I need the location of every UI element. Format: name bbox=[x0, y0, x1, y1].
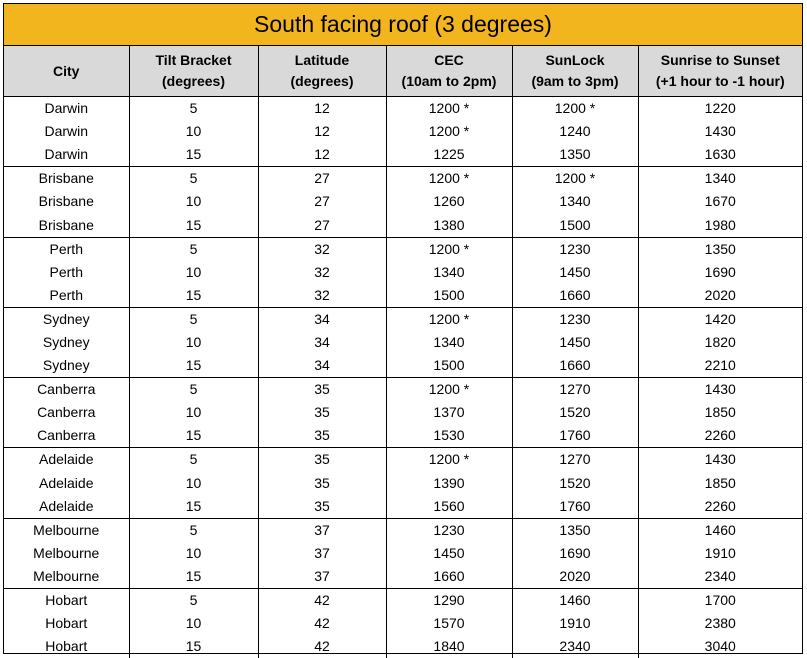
cell-tilt-bracket: 10 bbox=[129, 401, 258, 424]
cell-tilt-bracket: 15 bbox=[129, 284, 258, 308]
cell-sunrise-to-sunset: 1430 bbox=[638, 448, 802, 472]
table-row bbox=[4, 213, 802, 237]
cell-latitude: 12 bbox=[258, 120, 386, 143]
cell-sunrise-to-sunset: 1420 bbox=[638, 307, 802, 331]
cell-latitude: 37 bbox=[258, 542, 386, 565]
cell-sunlock: 1270 bbox=[512, 378, 638, 402]
cell-sunlock: 1450 bbox=[512, 261, 638, 284]
cell-tilt-bracket: 10 bbox=[129, 612, 258, 635]
header-sunlock: SunLock (9am to 3pm) bbox=[512, 46, 638, 97]
cell-sunlock: 2340 bbox=[512, 635, 638, 658]
table-row bbox=[4, 635, 802, 658]
cell-cec: 1200 * bbox=[386, 97, 512, 121]
table-row bbox=[4, 167, 802, 191]
cell-tilt-bracket: 10 bbox=[129, 542, 258, 565]
cell-cec: 1230 bbox=[386, 518, 512, 542]
cell-tilt-bracket: 5 bbox=[129, 237, 258, 261]
cell-city: Canberra bbox=[37, 404, 96, 421]
cell-cec: 1200 * bbox=[386, 120, 512, 143]
cell-tilt-bracket: 15 bbox=[129, 495, 258, 519]
table-row bbox=[4, 378, 802, 402]
cell-tilt-bracket: 15 bbox=[129, 354, 258, 378]
cell-sunlock: 1520 bbox=[512, 401, 638, 424]
cell-sunrise-to-sunset: 2210 bbox=[638, 354, 802, 378]
cell-city: Darwin bbox=[44, 100, 89, 117]
cell-city: Canberra bbox=[37, 381, 96, 398]
cell-cec: 1200 * bbox=[386, 237, 512, 261]
cell-sunrise-to-sunset: 1630 bbox=[638, 143, 802, 167]
cell-sunlock: 1230 bbox=[512, 307, 638, 331]
cell-tilt-bracket: 5 bbox=[129, 448, 258, 472]
cell-sunlock: 1200 * bbox=[512, 167, 638, 191]
cell-tilt-bracket: 10 bbox=[129, 261, 258, 284]
cell-latitude: 42 bbox=[258, 588, 386, 612]
table-row bbox=[4, 424, 802, 448]
cell-sunrise-to-sunset: 1910 bbox=[638, 542, 802, 565]
cell-city: Melbourne bbox=[33, 544, 100, 561]
cell-city: Perth bbox=[49, 263, 83, 280]
cell-cec: 1200 * bbox=[386, 167, 512, 191]
table-row bbox=[4, 261, 802, 284]
cell-sunrise-to-sunset: 1460 bbox=[638, 518, 802, 542]
cell-latitude: 12 bbox=[258, 97, 386, 121]
cell-city: Melbourne bbox=[33, 521, 100, 538]
cell-sunrise-to-sunset: 1430 bbox=[638, 378, 802, 402]
cell-sunlock: 1460 bbox=[512, 588, 638, 612]
cell-sunrise-to-sunset: 2020 bbox=[638, 284, 802, 308]
cell-latitude: 42 bbox=[258, 612, 386, 635]
spreadsheet-table bbox=[3, 3, 803, 654]
cell-tilt-bracket: 15 bbox=[129, 635, 258, 658]
cell-sunlock: 1350 bbox=[512, 143, 638, 167]
cell-sunlock: 1270 bbox=[512, 448, 638, 472]
cell-city: Sydney bbox=[42, 333, 90, 350]
cell-cec: 1660 bbox=[386, 565, 512, 589]
table-row bbox=[4, 495, 802, 519]
cell-cec: 1340 bbox=[386, 331, 512, 354]
cell-city: Adelaide bbox=[39, 474, 94, 491]
cell-tilt-bracket: 5 bbox=[129, 307, 258, 331]
cell-cec: 1450 bbox=[386, 542, 512, 565]
cell-cec: 1200 * bbox=[386, 378, 512, 402]
table-row bbox=[4, 284, 802, 308]
cell-cec: 1500 bbox=[386, 354, 512, 378]
cell-cec: 1570 bbox=[386, 612, 512, 635]
table-row bbox=[4, 588, 802, 612]
cell-tilt-bracket: 5 bbox=[129, 97, 258, 121]
cell-sunrise-to-sunset: 2260 bbox=[638, 495, 802, 519]
cell-latitude: 27 bbox=[258, 190, 386, 213]
cell-sunlock: 1230 bbox=[512, 237, 638, 261]
cell-sunrise-to-sunset: 1820 bbox=[638, 331, 802, 354]
cell-city: Sydney bbox=[4, 354, 129, 378]
cell-sunrise-to-sunset: 1850 bbox=[638, 472, 802, 495]
cell-sunlock: 1240 bbox=[512, 120, 638, 143]
cell-sunrise-to-sunset: 1700 bbox=[638, 588, 802, 612]
cell-city: Adelaide bbox=[4, 495, 129, 519]
table-row bbox=[4, 612, 802, 635]
cell-sunrise-to-sunset: 1430 bbox=[638, 120, 802, 143]
table-row bbox=[4, 120, 802, 143]
cell-city: Brisbane bbox=[4, 213, 129, 237]
cell-latitude: 34 bbox=[258, 307, 386, 331]
cell-sunrise-to-sunset: 2380 bbox=[638, 612, 802, 635]
cell-cec: 1200 * bbox=[386, 448, 512, 472]
table-row bbox=[4, 518, 802, 542]
cell-latitude: 32 bbox=[258, 237, 386, 261]
cell-tilt-bracket: 10 bbox=[129, 472, 258, 495]
cell-tilt-bracket: 5 bbox=[129, 378, 258, 402]
table-row bbox=[4, 307, 802, 331]
cell-tilt-bracket: 10 bbox=[129, 120, 258, 143]
cell-city: Darwin bbox=[44, 123, 89, 140]
cell-latitude: 37 bbox=[258, 565, 386, 589]
cell-city: Adelaide bbox=[39, 451, 94, 468]
cell-sunrise-to-sunset: 1850 bbox=[638, 401, 802, 424]
table-row bbox=[4, 472, 802, 495]
cell-latitude: 27 bbox=[258, 213, 386, 237]
cell-city: Hobart bbox=[45, 592, 88, 609]
cell-latitude: 12 bbox=[258, 143, 386, 167]
cell-city: Canberra bbox=[4, 424, 129, 448]
header-row bbox=[4, 46, 802, 97]
cell-cec: 1290 bbox=[386, 588, 512, 612]
cell-latitude: 34 bbox=[258, 331, 386, 354]
cell-cec: 1340 bbox=[386, 261, 512, 284]
cell-tilt-bracket: 15 bbox=[129, 143, 258, 167]
cell-latitude: 35 bbox=[258, 378, 386, 402]
cell-city: Brisbane bbox=[38, 193, 94, 210]
cell-city: Sydney bbox=[42, 310, 90, 327]
table-row bbox=[4, 97, 802, 121]
cell-city: Darwin bbox=[4, 143, 129, 167]
header-tilt-bracket: Tilt Bracket (degrees) bbox=[129, 46, 258, 97]
cell-sunlock: 1660 bbox=[512, 354, 638, 378]
cell-sunlock: 1760 bbox=[512, 495, 638, 519]
cell-tilt-bracket: 15 bbox=[129, 565, 258, 589]
cell-cec: 1530 bbox=[386, 424, 512, 448]
table-row bbox=[4, 354, 802, 378]
cell-city: Perth bbox=[4, 284, 129, 308]
cell-latitude: 35 bbox=[258, 401, 386, 424]
cell-city: Melbourne bbox=[4, 565, 129, 589]
cell-sunlock: 1760 bbox=[512, 424, 638, 448]
cell-city: Perth bbox=[49, 240, 83, 257]
cell-latitude: 42 bbox=[258, 635, 386, 658]
cell-tilt-bracket: 10 bbox=[129, 190, 258, 213]
cell-sunrise-to-sunset: 1220 bbox=[638, 97, 802, 121]
cell-sunrise-to-sunset: 1690 bbox=[638, 261, 802, 284]
cell-sunlock: 1910 bbox=[512, 612, 638, 635]
cell-cec: 1200 * bbox=[386, 307, 512, 331]
header-latitude: Latitude (degrees) bbox=[258, 46, 386, 97]
table-row bbox=[4, 143, 802, 167]
cell-sunrise-to-sunset: 1340 bbox=[638, 167, 802, 191]
cell-sunlock: 2020 bbox=[512, 565, 638, 589]
cell-city: Hobart bbox=[45, 638, 88, 655]
cell-sunrise-to-sunset: 2340 bbox=[638, 565, 802, 589]
cell-sunlock: 1340 bbox=[512, 190, 638, 213]
cell-cec: 1225 bbox=[386, 143, 512, 167]
cell-sunlock: 1660 bbox=[512, 284, 638, 308]
cell-latitude: 35 bbox=[258, 472, 386, 495]
cell-sunrise-to-sunset: 2260 bbox=[638, 424, 802, 448]
cell-sunlock: 1500 bbox=[512, 213, 638, 237]
table-title: South facing roof (3 degrees) bbox=[4, 4, 802, 46]
cell-latitude: 34 bbox=[258, 354, 386, 378]
cell-latitude: 32 bbox=[258, 284, 386, 308]
table-row bbox=[4, 448, 802, 472]
data-table bbox=[4, 46, 802, 658]
table-row bbox=[4, 401, 802, 424]
cell-latitude: 37 bbox=[258, 518, 386, 542]
cell-latitude: 32 bbox=[258, 261, 386, 284]
table-row bbox=[4, 542, 802, 565]
cell-sunlock: 1690 bbox=[512, 542, 638, 565]
cell-sunlock: 1200 * bbox=[512, 97, 638, 121]
header-cec: CEC (10am to 2pm) bbox=[386, 46, 512, 97]
cell-sunrise-to-sunset: 1350 bbox=[638, 237, 802, 261]
cell-city: Hobart bbox=[45, 615, 88, 632]
cell-cec: 1560 bbox=[386, 495, 512, 519]
cell-tilt-bracket: 15 bbox=[129, 213, 258, 237]
cell-tilt-bracket: 5 bbox=[129, 518, 258, 542]
table-row bbox=[4, 190, 802, 213]
cell-tilt-bracket: 10 bbox=[129, 331, 258, 354]
cell-cec: 1260 bbox=[386, 190, 512, 213]
cell-sunlock: 1450 bbox=[512, 331, 638, 354]
header-sunrise-to-sunset: Sunrise to Sunset (+1 hour to -1 hour) bbox=[638, 46, 802, 97]
cell-sunrise-to-sunset: 3040 bbox=[638, 635, 802, 658]
cell-latitude: 35 bbox=[258, 495, 386, 519]
table-row bbox=[4, 237, 802, 261]
cell-sunlock: 1350 bbox=[512, 518, 638, 542]
table-row bbox=[4, 331, 802, 354]
cell-cec: 1380 bbox=[386, 213, 512, 237]
cell-city: Brisbane bbox=[38, 170, 94, 187]
cell-tilt-bracket: 5 bbox=[129, 588, 258, 612]
cell-latitude: 35 bbox=[258, 424, 386, 448]
cell-latitude: 35 bbox=[258, 448, 386, 472]
cell-latitude: 27 bbox=[258, 167, 386, 191]
cell-tilt-bracket: 15 bbox=[129, 424, 258, 448]
cell-sunrise-to-sunset: 1670 bbox=[638, 190, 802, 213]
cell-sunlock: 1520 bbox=[512, 472, 638, 495]
cell-cec: 1370 bbox=[386, 401, 512, 424]
header-city: City bbox=[4, 46, 129, 97]
cell-cec: 1390 bbox=[386, 472, 512, 495]
cell-cec: 1500 bbox=[386, 284, 512, 308]
cell-sunrise-to-sunset: 1980 bbox=[638, 213, 802, 237]
cell-tilt-bracket: 5 bbox=[129, 167, 258, 191]
cell-cec: 1840 bbox=[386, 635, 512, 658]
table-row bbox=[4, 565, 802, 589]
